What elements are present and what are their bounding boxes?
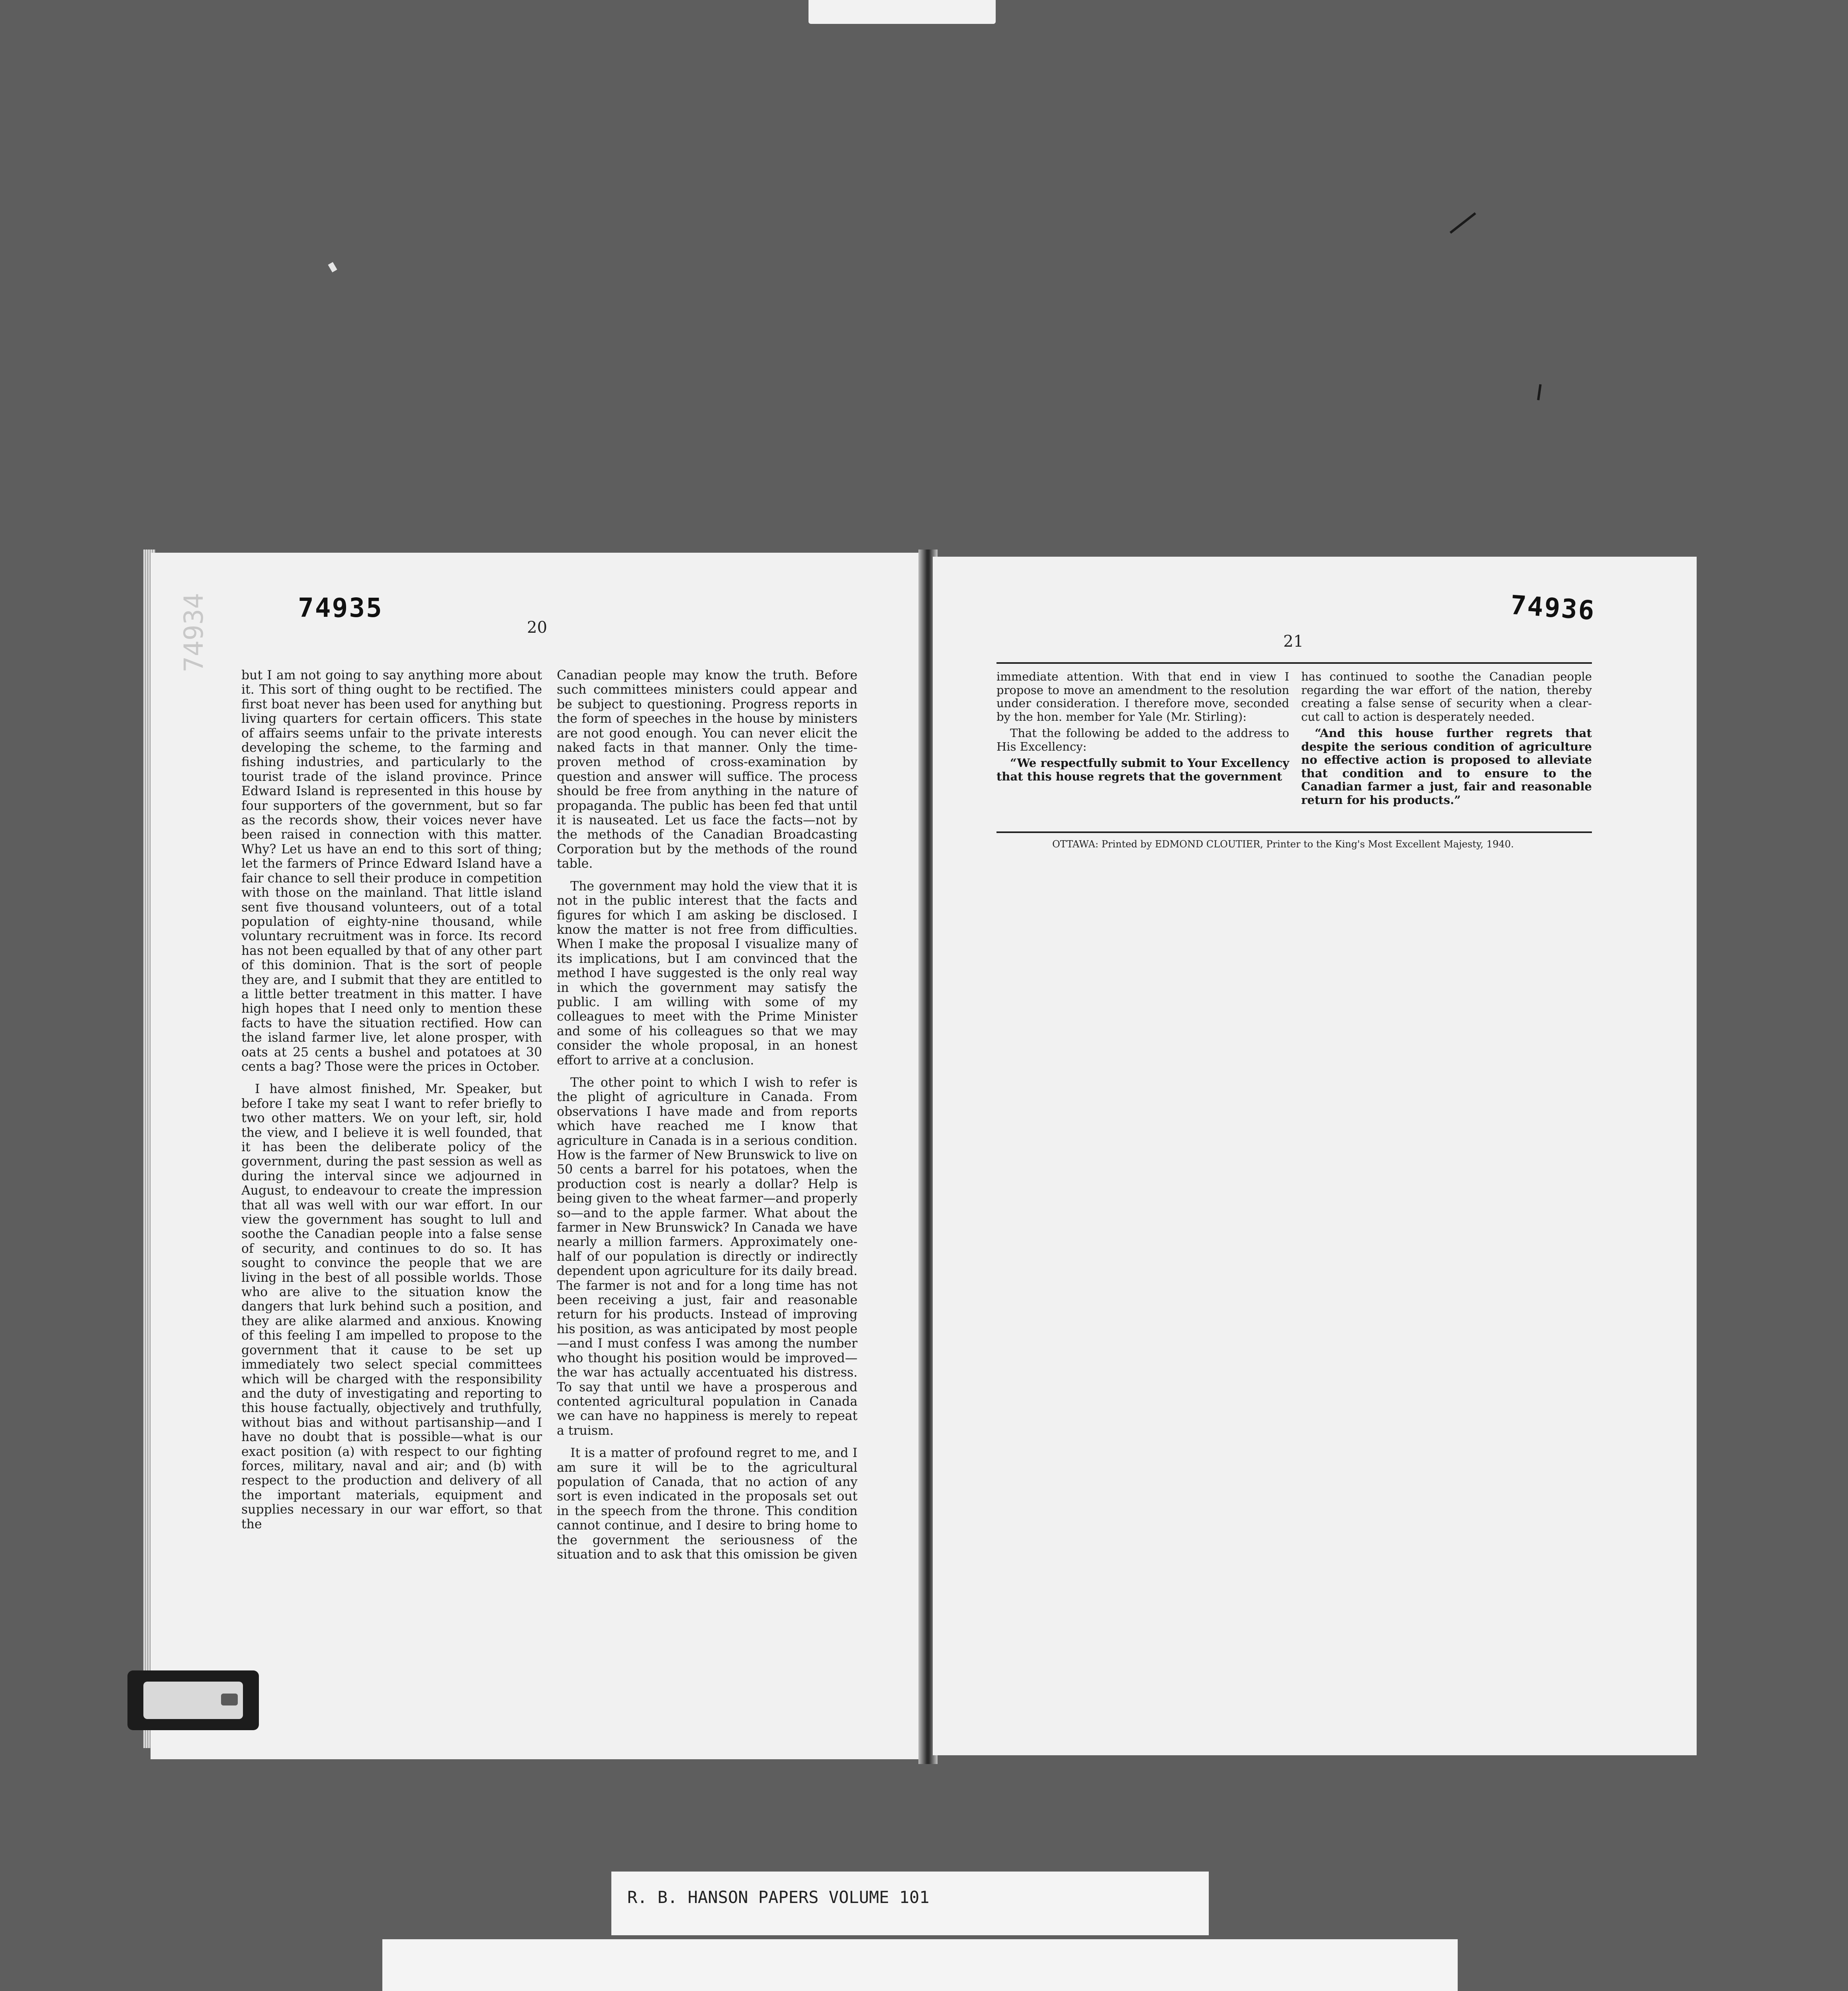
paragraph: “We respectfully submit to Your Excellency that this house regrets that the government: [996, 756, 1289, 783]
archives-card: [382, 1939, 1458, 1991]
paragraph: but I am not going to say anything more about it. This sort of thing ought to be rectified. The first boat never has been used for anything but living quarters for certain officers. This state of affairs seems unfair to the private interests developing the scheme, to the farming and fishing industries, and particularly to the tourist trade of the island province. Prince Edward Island is represented in this house by four supporters of the government, but so far as the records show, their voices never have been raised in connection with this matter. Why? Let us have an end to this sort of thing; let the farmers of Prince Edward Island have a fair chance to sell their produce in competition with those on the mainland. That little island sent five thousand volunteers, out of a total population of eighty-nine thousand, while voluntary recruitment was in force. Its record has not been equalled by that of any other part of this dominion. That is the sort of people they are, and I submit that they are entitled to a little better treatment in this matter. I have high hopes that I need only to mention these facts to have the situation rectified. How can the island farmer live, let alone prosper, with oats at 25 cents a bushel and potatoes at 30 cents a bag? Those were the prices in October.: [241, 668, 542, 1074]
paragraph: It is a matter of profound regret to me, and I am sure it will be to the agricultural population of Canada, that no action of any sort is even indicated in the proposals set out in the speech from the throne. This condition cannot continue, and I desire to bring home to the government the seriousness of the situation and to ask that this omission be given: [557, 1446, 857, 1562]
paragraph: The other point to which I wish to refer is the plight of agriculture in Canada. From observations I have made and from reports which have reached me I know that agriculture in Canada is in a serious condition. How is the farmer of New Brunswick to live on 50 cents a barrel for his potatoes, when the production cost is nearly a dollar? Help is being given to the wheat farmer—and properly so—and to the apple farmer. What about the farmer in New Brunswick? In Canada we have nearly a million farmers. Approximately one-half of our population is directly or indirectly dependent upon agriculture for its daily bread. The farmer is not and for a long time has not been receiving a just, fair and reasonable return for his products. Instead of improving his position, as was anticipated by most people—and I must confess I was among the number who thought his position would be improved—the war has actually accentuated his distress. To say that until we have a prosperous and contented agricultural population in Canada we can have no happiness is merely to repeat a truism.: [557, 1075, 857, 1438]
open-booklet: [143, 546, 1705, 1764]
paragraph: I have almost finished, Mr. Speaker, but before I take my seat I want to refer briefly to two other matters. We on your left, sir, hold the view, and I believe it is well founded, that it has been the deliberate policy of the government, during the past session as well as during the interval since we adjourned in August, to endeavour to create the impression that all was well with our war effort. In our view the government has sought to lull and soothe the Canadian people into a false sense of security, and continues to do so. It has sought to convince the people that we are living in the best of all possible worlds. Those who are alive to the situation know the dangers that lurk behind such a position, and they are alike alarmed and anxious. Knowing of this feeling I am impelled to propose to the government that it cause to be set up immediately two select special committees which will be charged with the responsibility and the duty of investigating and reporting to this house factually, objectively and truthfully, without bias and without partisanship—and I have no doubt that is possible—what is our exact position (a) with respect to our fighting forces, military, naval and air; and (b) with respect to the production and delivery of all the important materials, equipment and supplies necessary in our war effort, so that the: [241, 1082, 542, 1531]
film-scratch: [328, 262, 337, 272]
header-rule: [996, 662, 1592, 664]
binder-clip-plate: [143, 1682, 243, 1719]
volume-label: [611, 1872, 1209, 1935]
binder-clip-rivet: [221, 1694, 238, 1705]
footer-rule: [996, 831, 1592, 833]
page-number-left: 20: [527, 618, 547, 637]
film-scratch: [1450, 212, 1476, 234]
paragraph: Canadian people may know the truth. Before such committees ministers could appear and be subject to questioning. Progress reports in the form of speeches in the house by ministers are not good enough. You can never elicit the naked facts in that manner. Only the time-proven method of cross-examination by question and answer will suffice. The process should be free from anything in the nature of propaganda. The public has been fed that until it is nauseated. Let us face the facts—not by the methods of the Canadian Broadcasting Corporation but by the methods of the round table.: [557, 668, 857, 871]
folio-stamp-right: 74936: [1509, 589, 1597, 626]
right-page: [933, 557, 1697, 1755]
ghost-folio-stamp: 74934: [178, 593, 209, 672]
page-number-right: 21: [1283, 632, 1304, 651]
folio-stamp-left: 74935: [298, 593, 383, 623]
volume-label-text: R. B. HANSON PAPERS VOLUME 101: [627, 1887, 930, 1907]
right-column-1: [996, 670, 1289, 783]
left-column-1: [241, 668, 542, 1531]
left-column-2: [557, 668, 857, 1562]
paragraph: has continued to soothe the Canadian people regarding the war effort of the nation, thereby creating a false sense of security when a clear-cut call to action is desperately needed.: [1301, 670, 1592, 724]
left-page: [151, 553, 923, 1759]
binder-clip: [127, 1670, 259, 1730]
printer-imprint: OTTAWA: Printed by EDMOND CLOUTIER, Printer to the King's Most Excellent Majesty, 1940.: [1052, 839, 1514, 850]
film-edge: [808, 0, 996, 24]
paragraph: “And this house further regrets that despite the serious condition of agriculture no effective action is proposed to alleviate that condition and to ensure to the Canadian farmer a just, fair and reasonable return for his products.”: [1301, 726, 1592, 807]
paragraph: immediate attention. With that end in view I propose to move an amendment to the resolution under consideration. I therefore move, seconded by the hon. member for Yale (Mr. Stirling):: [996, 670, 1289, 724]
paragraph: The government may hold the view that it is not in the public interest that the facts and figures for which I am asking be disclosed. I know the matter is not free from difficulties. When I make the proposal I visualize many of its implications, but I am convinced that the method I have suggested is the only real way in which the government may satisfy the public. I am willing with some of my colleagues to meet with the Prime Minister and some of his colleagues so that we may consider the whole proposal, in an honest effort to arrive at a conclusion.: [557, 879, 857, 1068]
right-column-2: [1301, 670, 1592, 807]
film-scratch: [1537, 384, 1542, 400]
paragraph: That the following be added to the address to His Excellency:: [996, 726, 1289, 753]
